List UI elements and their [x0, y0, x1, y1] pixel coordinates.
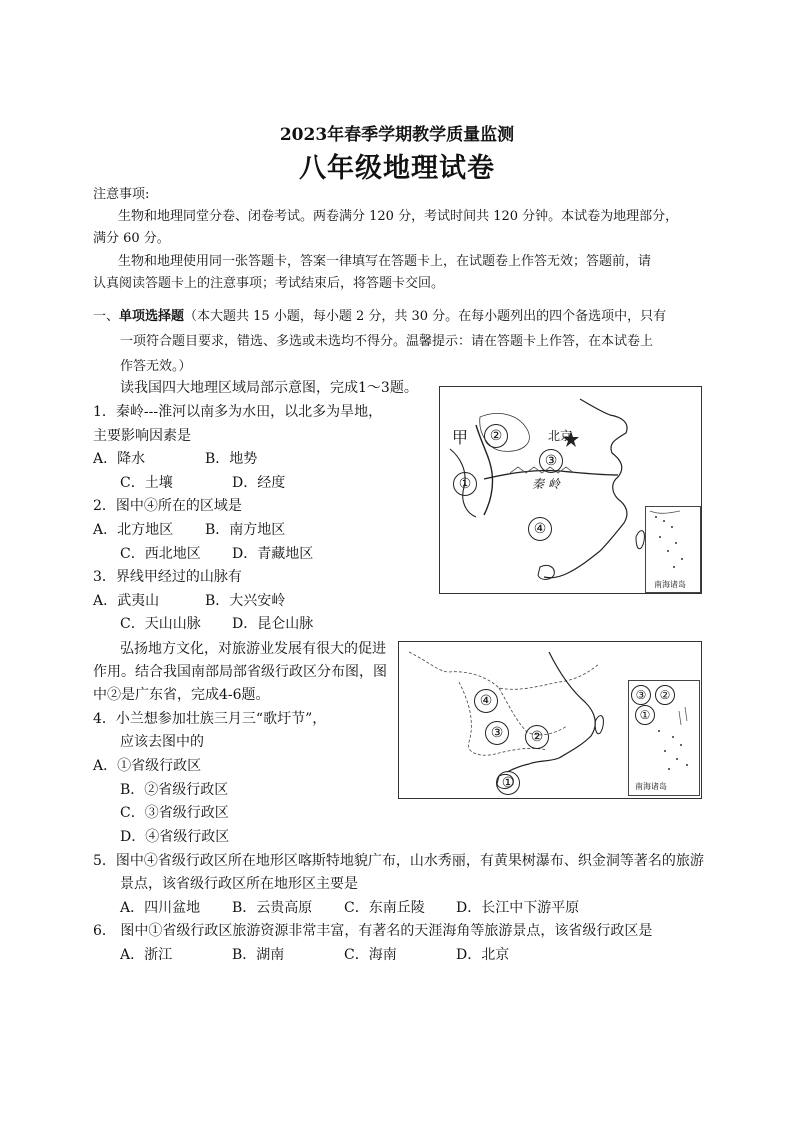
q1-option-d: D．经度: [232, 475, 286, 491]
q5-option-a: A．四川盆地: [120, 900, 201, 916]
region-marker-2: ②: [484, 424, 508, 448]
q2-option-c: C．西北地区: [120, 546, 201, 562]
inset-marker-2: ②: [655, 685, 675, 705]
q4-option-a: A．①省级行政区: [93, 758, 202, 774]
province-marker-2: ②: [525, 725, 549, 749]
inset-label: 南海诸岛: [654, 580, 686, 589]
label-beijing: 北京: [548, 429, 573, 443]
q5-stem-1: 5．图中④省级行政区所在地形区喀斯特地貌广布，山水秀丽，有黄果树瀑布、织金洞等著名的旅游: [93, 853, 704, 869]
regions-map: [439, 386, 702, 594]
q2-option-a: A．北方地区: [93, 522, 174, 538]
page-subtitle: 八年级地理试卷: [299, 153, 495, 184]
province-marker-3: ③: [485, 721, 509, 745]
section-number: 一、: [93, 309, 120, 324]
label-jia: 甲: [452, 428, 469, 447]
q4-stem-1: 4．小兰想参加壮族三月三“歌圩节”，: [93, 711, 327, 727]
q3-option-b: B．大兴安岭: [205, 593, 286, 609]
section-desc-3: 作答无效。）: [120, 359, 192, 374]
q5-option-c: C．东南丘陵: [344, 900, 425, 916]
inset-label-2: 南海诸岛: [635, 782, 667, 791]
taiwan-island: [636, 531, 644, 549]
q4-stem-2: 应该去图中的: [120, 734, 204, 750]
intro-2-line-2: 作用。结合我国南部局部省级行政区分布图，图: [93, 664, 387, 680]
q2-stem: 2．图中④所在的区域是: [93, 498, 242, 514]
q3-option-d: D．昆仑山脉: [232, 616, 314, 632]
section-desc-2: 一项符合题目要求，错选、多选或未选均不得分。温馨提示：请在答题卡上作答，在本试卷上: [120, 334, 654, 349]
region-marker-3: ③: [539, 449, 563, 473]
inset-islands: [646, 507, 700, 581]
intro-1: 读我国四大地理区域局部示意图，完成1～3题。: [120, 380, 418, 396]
q4-option-b: B．②省级行政区: [120, 782, 229, 798]
intro-2-line-3: 中②是广东省，完成4-6题。: [93, 687, 270, 703]
province-marker-1: ①: [496, 771, 520, 795]
q3-option-a: A．武夷山: [93, 593, 160, 609]
q4-option-d: D．④省级行政区: [120, 829, 230, 845]
inset-marker-3: ③: [631, 685, 651, 705]
section-header: [93, 305, 666, 324]
q6-option-b: B．湖南: [232, 947, 285, 963]
q2-option-d: D．青藏地区: [232, 546, 314, 562]
q6-option-c: C．海南: [344, 947, 397, 963]
q1-option-a: A．降水: [93, 451, 146, 467]
notice-line-4: 认真阅读答题卡上的注意事项；考试结束后，将答题卡交回。: [93, 276, 445, 291]
taiwan-island-2: [595, 716, 603, 734]
notice-heading: 注意事项:: [93, 187, 150, 202]
page-title: 2023年春季学期教学质量监测: [279, 125, 515, 145]
intro-2-line-1: 弘扬地方文化，对旅游业发展有很大的促进: [120, 641, 386, 657]
q1-option-c: C．土壤: [120, 475, 173, 491]
q6-stem: 6． 图中①省级行政区旅游资源非常丰富，有著名的天涯海角等旅游景点，该省级行政区是: [93, 923, 653, 939]
provinces-map: [398, 641, 702, 799]
label-qinling: 秦 岭: [532, 477, 560, 491]
q1-stem-1: 1．秦岭---淮河以南多为水田，以北多为旱地，: [93, 404, 383, 420]
province-borders-1: [409, 652, 599, 689]
regions-map-inset: [645, 506, 701, 593]
inset-marker-1: ①: [635, 705, 655, 725]
q3-stem: 3．界线甲经过的山脉有: [93, 569, 242, 585]
provinces-map-inset: [628, 680, 700, 796]
q2-option-b: B．南方地区: [205, 522, 286, 538]
q1-stem-2: 主要影响因素是: [93, 428, 191, 444]
q5-stem-2: 景点，该省级行政区所在地形区主要是: [120, 876, 358, 892]
notice-line-2: 满分 60 分。: [93, 231, 170, 246]
coastline-south: [507, 652, 595, 772]
province-marker-4: ④: [474, 689, 498, 713]
section-desc-1: （本大题共 15 小题，每小题 2 分，共 30 分。在每小题列出的四个备选项中，只有: [184, 309, 667, 324]
q4-option-c: C．③省级行政区: [120, 805, 229, 821]
notice-line-3: 生物和地理使用同一张答题卡，答案一律填写在答题卡上，在试题卷上作答无效；答题前，请: [118, 254, 652, 269]
q3-option-c: C．天山山脉: [120, 616, 201, 632]
q5-option-d: D．长江中下游平原: [456, 900, 580, 916]
section-name: 单项选择题: [119, 309, 185, 324]
region-marker-4: ④: [528, 517, 552, 541]
q5-option-b: B．云贵高原: [232, 900, 313, 916]
region-marker-1: ①: [453, 472, 477, 496]
q6-option-a: A．浙江: [120, 947, 173, 963]
notice-line-1: 生物和地理同堂分卷、闭卷考试。两卷满分 120 分，考试时间共 120 分钟。本试卷为地理部分，: [118, 209, 679, 224]
q1-option-b: B．地势: [205, 451, 258, 467]
inset-islands-2: [629, 681, 699, 781]
q6-option-d: D．北京: [456, 947, 510, 963]
